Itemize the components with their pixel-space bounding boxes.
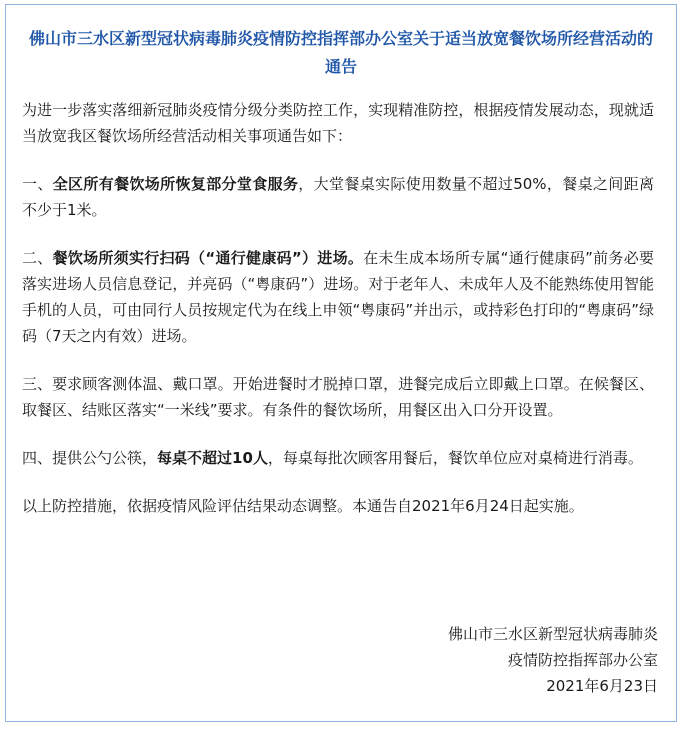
item-4-rest: ，每桌每批次顾客用餐后，餐饮单位应对桌椅进行消毒。 [267,449,643,467]
item-2-paragraph [22,245,654,349]
closing-paragraph: 以上防控措施，依据疫情风险评估结果动态调整。本通告自2021年6月24日起实施。 [22,497,584,515]
signature-block [448,621,658,699]
item-4-paragraph [22,445,654,471]
item-2-prefix: 二、 [22,249,53,267]
signature-org-line-1: 佛山市三水区新型冠状病毒肺炎 [447,625,658,643]
item-1-paragraph [22,171,654,223]
notice-frame [5,4,677,722]
item-1-prefix: 一、 [22,175,53,193]
item-4-prefix: 四、提供公勺公筷， [22,449,158,467]
item-3-paragraph: 三、要求顾客测体温、戴口罩。开始进餐时才脱掉口罩，进餐完成后立即戴上口罩。在候餐区、取餐区、结账区落实“一米线”要求。有条件的餐饮场所，用餐区出入口分开设置。 [22,375,654,419]
signature-date: 2021年6月23日 [546,677,658,695]
intro-paragraph: 为进一步落实落细新冠肺炎疫情分级分类防控工作，实现精准防控，根据疫情发展动态，现就适当放宽我区餐饮场所经营活动相关事项通告如下： [22,101,654,145]
notice-title: 佛山市三水区新型冠状病毒肺炎疫情防控指挥部办公室关于适当放宽餐饮场所经营活动的通告 [28,29,653,76]
notice-body [22,97,654,519]
signature-org-line-2: 疫情防控指挥部办公室 [507,651,658,669]
item-1-bold: 全区所有餐饮场所恢复部分堂食服务 [52,175,299,193]
item-1-rest: ，大堂餐桌实际使用数量不超过50%，餐桌之间距离不少于1米。 [22,175,654,219]
item-4-bold: 每桌不超过10人 [157,449,268,467]
item-2-bold: 餐饮场所须实行扫码（“通行健康码”）进场。 [52,249,364,267]
item-2-rest: 在未生成本场所专属“通行健康码”前务必要落实进场人员信息登记，并亮码（“粤康码”）进场。对于老年人、未成年人及不能熟练使用智能手机的人员，可由同行人员按规定代为在线上申领“粤康码”并出示，或持彩色打印的“粤康码”绿码（7天之内有效）进场。 [22,249,654,345]
